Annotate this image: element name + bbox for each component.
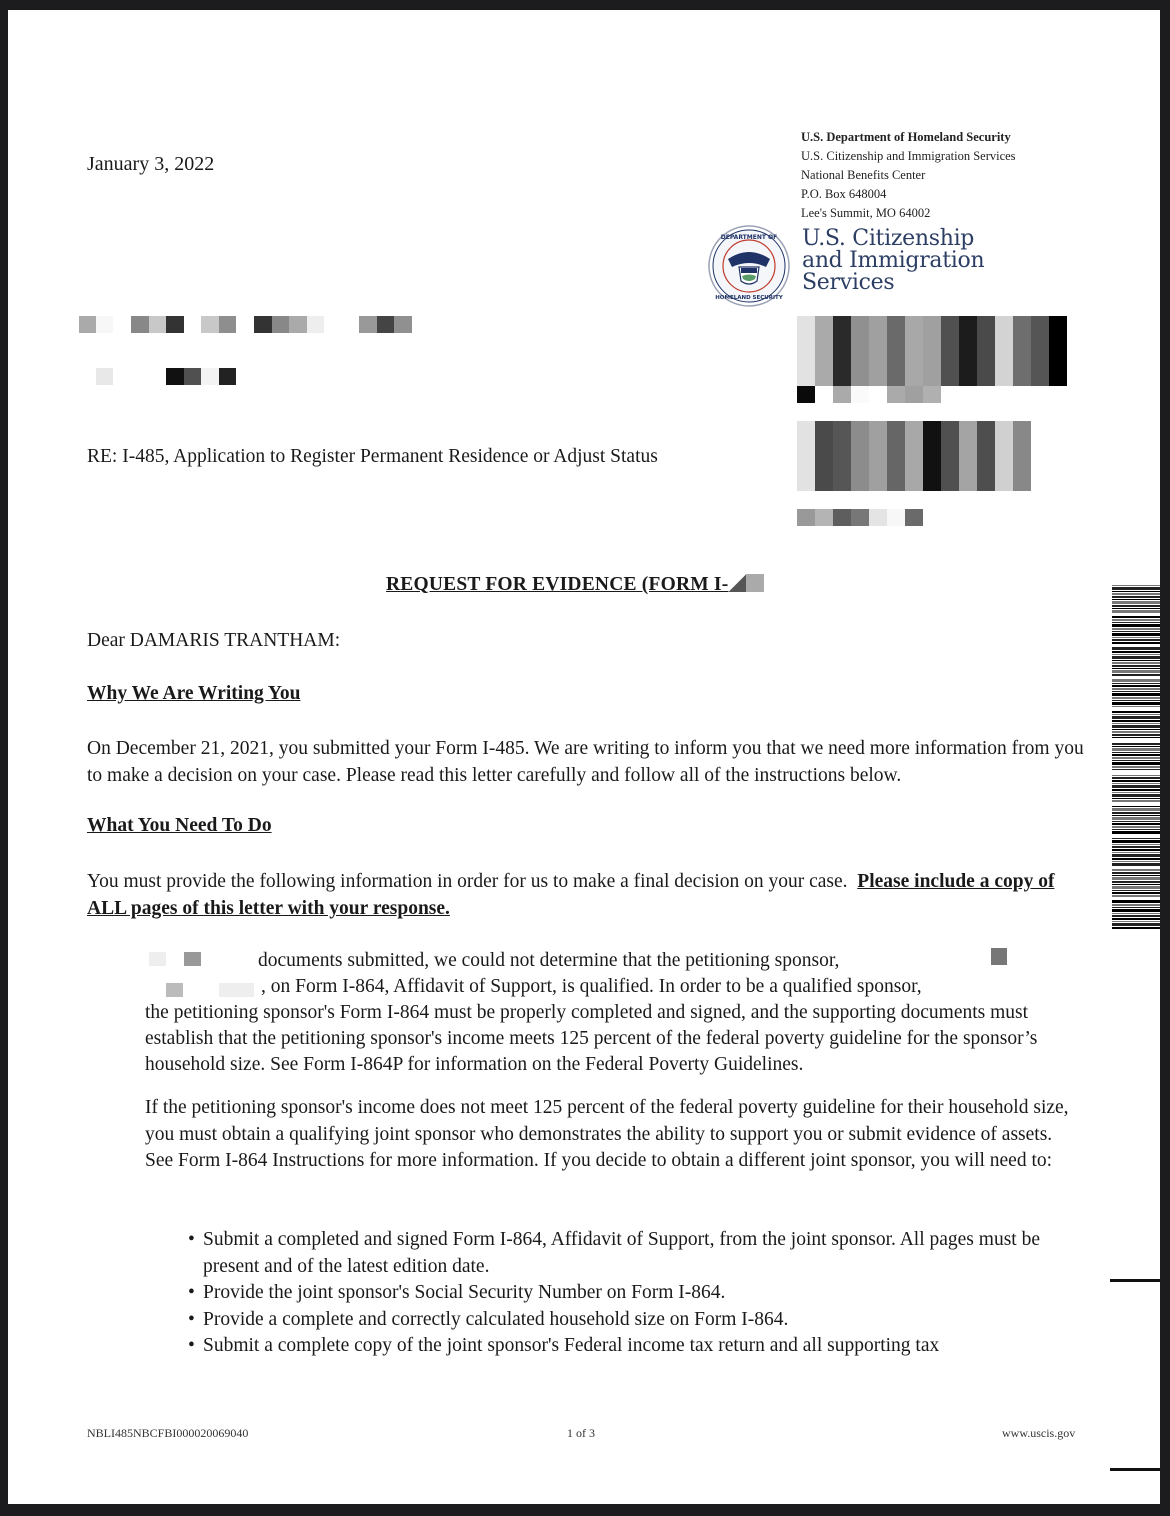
barcode-bar: [1112, 890, 1160, 891]
redaction-block: [833, 316, 851, 386]
barcode-bar: [1112, 702, 1160, 705]
barcode-bar: [1112, 616, 1160, 618]
barcode-bar: [1112, 907, 1160, 908]
svg-text:HOMELAND SECURITY: HOMELAND SECURITY: [715, 295, 783, 301]
barcode-bar: [1112, 691, 1160, 692]
redaction-block: [995, 421, 1013, 491]
evidence-line-rest: the petitioning sponsor's Form I-864 must be properly completed and signed, and the supporting documents must establish that the petitioning sponsor's income meets 125 percent of the federal poverty guideline for the sponsor’s household size. See Form I-864P for information on the Federal Poverty Guidelines.: [145, 1002, 1038, 1075]
barcode-bar: [1112, 923, 1160, 926]
letter-title: [386, 574, 764, 596]
barcode-bar: [1112, 900, 1160, 903]
barcode-bar: [1112, 817, 1160, 820]
brand-line-3: Services: [802, 270, 895, 295]
barcode-bar: [1112, 700, 1160, 701]
barcode-bar: [1112, 743, 1160, 745]
barcode-bar: [1112, 599, 1160, 600]
agency-center: National Benefits Center: [801, 168, 926, 182]
redaction-block: [797, 509, 815, 526]
barcode-bar: [1112, 585, 1160, 586]
redaction-block: [905, 386, 923, 403]
redaction-block: [905, 316, 923, 386]
barcode-bar: [1112, 794, 1160, 797]
barcode-bar: [1112, 731, 1160, 733]
barcode-bar: [1112, 762, 1160, 765]
barcode-bar: [1112, 789, 1160, 791]
barcode-bar: [1112, 930, 1160, 931]
redaction-block: [905, 509, 923, 526]
barcode-bar: [1112, 688, 1160, 690]
barcode-bar: [1112, 766, 1160, 768]
mail-barcode: [1112, 582, 1160, 942]
barcode-bar: [1112, 752, 1160, 753]
barcode-bar: [1112, 808, 1160, 811]
redaction-block: [815, 316, 833, 386]
redaction-block: [797, 316, 815, 386]
redaction-block: [833, 509, 851, 526]
barcode-bar: [1112, 829, 1160, 830]
redaction-block: [887, 421, 905, 491]
barcode-bar: [1112, 780, 1160, 782]
barcode-bar: [1112, 757, 1160, 759]
barcode-bar: [1112, 693, 1160, 696]
barcode-bar: [1112, 685, 1160, 687]
footer-page-number: 1 of 3: [567, 1426, 595, 1440]
list-item: • Submit a completed and signed Form I-864, Affidavit of Support, from the joint sponsor. All pages must be present and of the latest edition date.: [188, 1227, 1088, 1280]
redaction-block: [851, 386, 869, 403]
barcode-bar: [1112, 812, 1160, 814]
barcode-bar: [1112, 746, 1160, 747]
barcode-bar: [1112, 863, 1160, 866]
barcode-bar: [1112, 596, 1160, 598]
letter-date: January 3, 2022: [87, 153, 215, 175]
redaction-block: [977, 316, 995, 386]
brand-line-1: U.S. Citizenship: [802, 226, 975, 251]
barcode-bar: [1112, 631, 1160, 632]
barcode-bar: [1112, 769, 1160, 770]
footer-document-id: NBLI485NBCFBI000020069040: [87, 1426, 249, 1440]
redaction-block: [815, 421, 833, 491]
barcode-bar: [1112, 806, 1160, 807]
barcode-bar: [1112, 792, 1160, 793]
barcode-bar: [1112, 918, 1160, 920]
barcode-bar: [1112, 858, 1160, 860]
svg-text:DEPARTMENT OF: DEPARTMENT OF: [720, 234, 778, 241]
barcode-bar: [1112, 587, 1160, 590]
section-heading-why: Why We Are Writing You: [87, 683, 301, 704]
barcode-bar: [1112, 665, 1160, 667]
barcode-bar: [1112, 872, 1160, 874]
barcode-bar: [1112, 840, 1160, 843]
barcode-bar: [1112, 582, 1160, 584]
barcode-bar: [1112, 835, 1160, 837]
redaction-block: [869, 316, 887, 386]
barcode-bar: [1112, 651, 1160, 653]
barcode-bar: [1112, 838, 1160, 839]
barcode-bar: [1112, 677, 1160, 678]
barcode-bar: [1112, 642, 1160, 644]
section-body-why: On December 21, 2021, you submitted your Form I-485. We are writing to inform you that we need more information from you to make a decision on your case. Please read this letter carefully and follow all of the instructions below.: [87, 738, 1084, 786]
barcode-bar: [1112, 593, 1160, 595]
redaction-block: [887, 509, 905, 526]
barcode-bar: [1112, 697, 1160, 699]
redaction-block: [1031, 316, 1049, 386]
barcode-bar: [1112, 921, 1160, 922]
barcode-bar: [1112, 831, 1160, 834]
section-heading-what: What You Need To Do: [87, 815, 272, 836]
redaction-block: [923, 386, 941, 403]
redaction-block: [851, 509, 869, 526]
letter-title-text: REQUEST FOR EVIDENCE (FORM I-: [386, 574, 729, 595]
barcode-bar: [1112, 619, 1160, 621]
barcode-bar: [1112, 683, 1160, 684]
letter-page: [8, 10, 1160, 1504]
barcode-bar: [1112, 861, 1160, 862]
barcode-bar: [1112, 716, 1160, 719]
instruction-text: You must provide the following information in order for us to make a final decision on your case.: [87, 871, 848, 892]
barcode-bar: [1112, 639, 1160, 641]
redaction-block: [833, 386, 851, 403]
barcode-bar: [1112, 734, 1160, 736]
barcode-bar: [1112, 800, 1160, 802]
redaction-block: [959, 421, 977, 491]
barcode-bar: [1112, 723, 1160, 724]
barcode-bar: [1112, 754, 1160, 756]
barcode-bar: [1112, 803, 1160, 805]
redaction-block: [923, 421, 941, 491]
barcode-bar: [1112, 633, 1160, 636]
redaction-block: [797, 386, 815, 403]
brand-line-2: and Immigration: [802, 248, 985, 273]
redaction-block: [869, 421, 887, 491]
barcode-bar: [1112, 849, 1160, 851]
barcode-bar: [1112, 605, 1160, 607]
barcode-bar: [1112, 610, 1160, 613]
barcode-bar: [1112, 760, 1160, 761]
barcode-bar: [1112, 660, 1160, 661]
barcode-bar: [1112, 656, 1160, 659]
barcode-bar: [1112, 748, 1160, 751]
barcode-bar: [1112, 737, 1160, 738]
barcode-bar: [1112, 867, 1160, 868]
agency-name: U.S. Department of Homeland Security: [801, 130, 1011, 144]
redacted-form-number-2: [746, 574, 764, 592]
redaction-block: [959, 316, 977, 386]
barcode-bar: [1112, 711, 1160, 713]
barcode-bar: [1112, 614, 1160, 615]
barcode-bar: [1112, 854, 1160, 857]
barcode-bar: [1112, 662, 1160, 664]
barcode-bar: [1112, 654, 1160, 655]
barcode-bar: [1112, 708, 1160, 710]
agency-city: Lee's Summit, MO 64002: [801, 206, 931, 220]
barcode-bar: [1112, 783, 1160, 784]
agency-subname: U.S. Citizenship and Immigration Services: [801, 149, 1016, 163]
barcode-bar: [1112, 798, 1160, 799]
redaction-block: [851, 421, 869, 491]
dhs-seal-icon: [706, 223, 792, 309]
redaction-block: [1013, 421, 1031, 491]
redaction-block: [887, 386, 905, 403]
barcode-bar: [1112, 823, 1160, 825]
agency-pobox: P.O. Box 648004: [801, 187, 887, 201]
barcode-bar: [1112, 637, 1160, 638]
barcode-bar: [1112, 895, 1160, 897]
barcode-bar: [1112, 679, 1160, 682]
redaction-block: [797, 421, 815, 491]
barcode-bar: [1112, 777, 1160, 779]
redaction-block: [887, 316, 905, 386]
barcode-bar: [1112, 821, 1160, 822]
barcode-bar: [1112, 877, 1160, 880]
redaction-block: [905, 421, 923, 491]
barcode-bar: [1112, 875, 1160, 876]
barcode-bar: [1112, 674, 1160, 676]
include-copy-emphasis: Please include a copy of ALL pages of this letter with your response.: [87, 871, 1055, 919]
fold-mark-1: [1110, 1279, 1160, 1282]
barcode-bar: [1112, 739, 1160, 742]
list-item: • Provide the joint sponsor's Social Security Number on Form I-864.: [188, 1280, 1088, 1307]
barcode-bar: [1112, 886, 1160, 889]
footer-website: www.uscis.gov: [1002, 1426, 1076, 1440]
redaction-block: [1013, 316, 1031, 386]
uscis-wordmark: [802, 228, 984, 294]
barcode-bar: [1112, 869, 1160, 871]
evidence-line-1: documents submitted, we could not determine that the petitioning sponsor,: [258, 950, 840, 971]
redaction-block: [833, 421, 851, 491]
redaction-block: [851, 316, 869, 386]
re-subject-line: RE: I-485, Application to Register Permanent Residence or Adjust Status: [87, 446, 658, 467]
redaction-block: [995, 316, 1013, 386]
barcode-bar: [1112, 645, 1160, 646]
section-body-what: [87, 868, 1077, 922]
barcode-bar: [1112, 725, 1160, 728]
list-item: • Submit a complete copy of the joint sponsor's Federal income tax return and all supporting tax: [188, 1333, 1088, 1360]
redaction-block: [941, 421, 959, 491]
barcode-bar: [1112, 628, 1160, 630]
barcode-bar: [1112, 915, 1160, 917]
barcode-bar: [1112, 826, 1160, 828]
joint-sponsor-requirements-list: [188, 1227, 1088, 1360]
barcode-bar: [1112, 714, 1160, 715]
redaction-block: [815, 509, 833, 526]
barcode-bar: [1112, 913, 1160, 914]
list-item: • Provide a complete and correctly calculated household size on Form I-864.: [188, 1307, 1088, 1334]
barcode-bar: [1112, 927, 1160, 929]
barcode-bar: [1112, 591, 1160, 592]
barcode-bar: [1112, 844, 1160, 845]
redaction-block: [869, 386, 887, 403]
barcode-bar: [1112, 729, 1160, 730]
redacted-form-number: [728, 574, 746, 592]
barcode-bar: [1112, 852, 1160, 853]
barcode-bar: [1112, 904, 1160, 906]
barcode-bar: [1112, 720, 1160, 722]
redaction-block: [923, 316, 941, 386]
barcode-bar: [1112, 670, 1160, 673]
barcode-bar: [1112, 892, 1160, 894]
redaction-block: [941, 316, 959, 386]
barcode-bar: [1112, 668, 1160, 669]
redaction-block: [1049, 316, 1067, 386]
evidence-line-2: , on Form I-864, Affidavit of Support, is qualified. In order to be a qualified sponsor,: [261, 976, 922, 997]
barcode-bar: [1112, 815, 1160, 816]
barcode-bar: [1112, 775, 1160, 776]
barcode-bar: [1112, 601, 1160, 604]
redaction-block: [815, 386, 833, 403]
barcode-bar: [1112, 624, 1160, 627]
barcode-bar: [1112, 846, 1160, 848]
barcode-bar: [1112, 881, 1160, 883]
barcode-bar: [1112, 608, 1160, 609]
barcode-bar: [1112, 898, 1160, 899]
redaction-block: [869, 509, 887, 526]
agency-address-block: [801, 128, 1016, 223]
barcode-bar: [1112, 622, 1160, 623]
barcode-bar: [1112, 706, 1160, 707]
barcode-bar: [1112, 785, 1160, 788]
redaction-block: [977, 421, 995, 491]
fold-mark-2: [1110, 1468, 1160, 1471]
barcode-bar: [1112, 647, 1160, 650]
evidence-paragraph: [145, 948, 1085, 1078]
barcode-bar: [1112, 771, 1160, 774]
barcode-bar: [1112, 884, 1160, 885]
joint-sponsor-paragraph: If the petitioning sponsor's income does not meet 125 percent of the federal poverty guideline for their household size, you must obtain a qualifying joint sponsor who demonstrates the ability to support you or submit evidence of assets. See Form I-864 Instructions for more information. If you decide to obtain a different joint sponsor, you will need to:: [145, 1097, 1069, 1171]
salutation: Dear DAMARIS TRANTHAM:: [87, 630, 341, 651]
barcode-bar: [1112, 909, 1160, 912]
